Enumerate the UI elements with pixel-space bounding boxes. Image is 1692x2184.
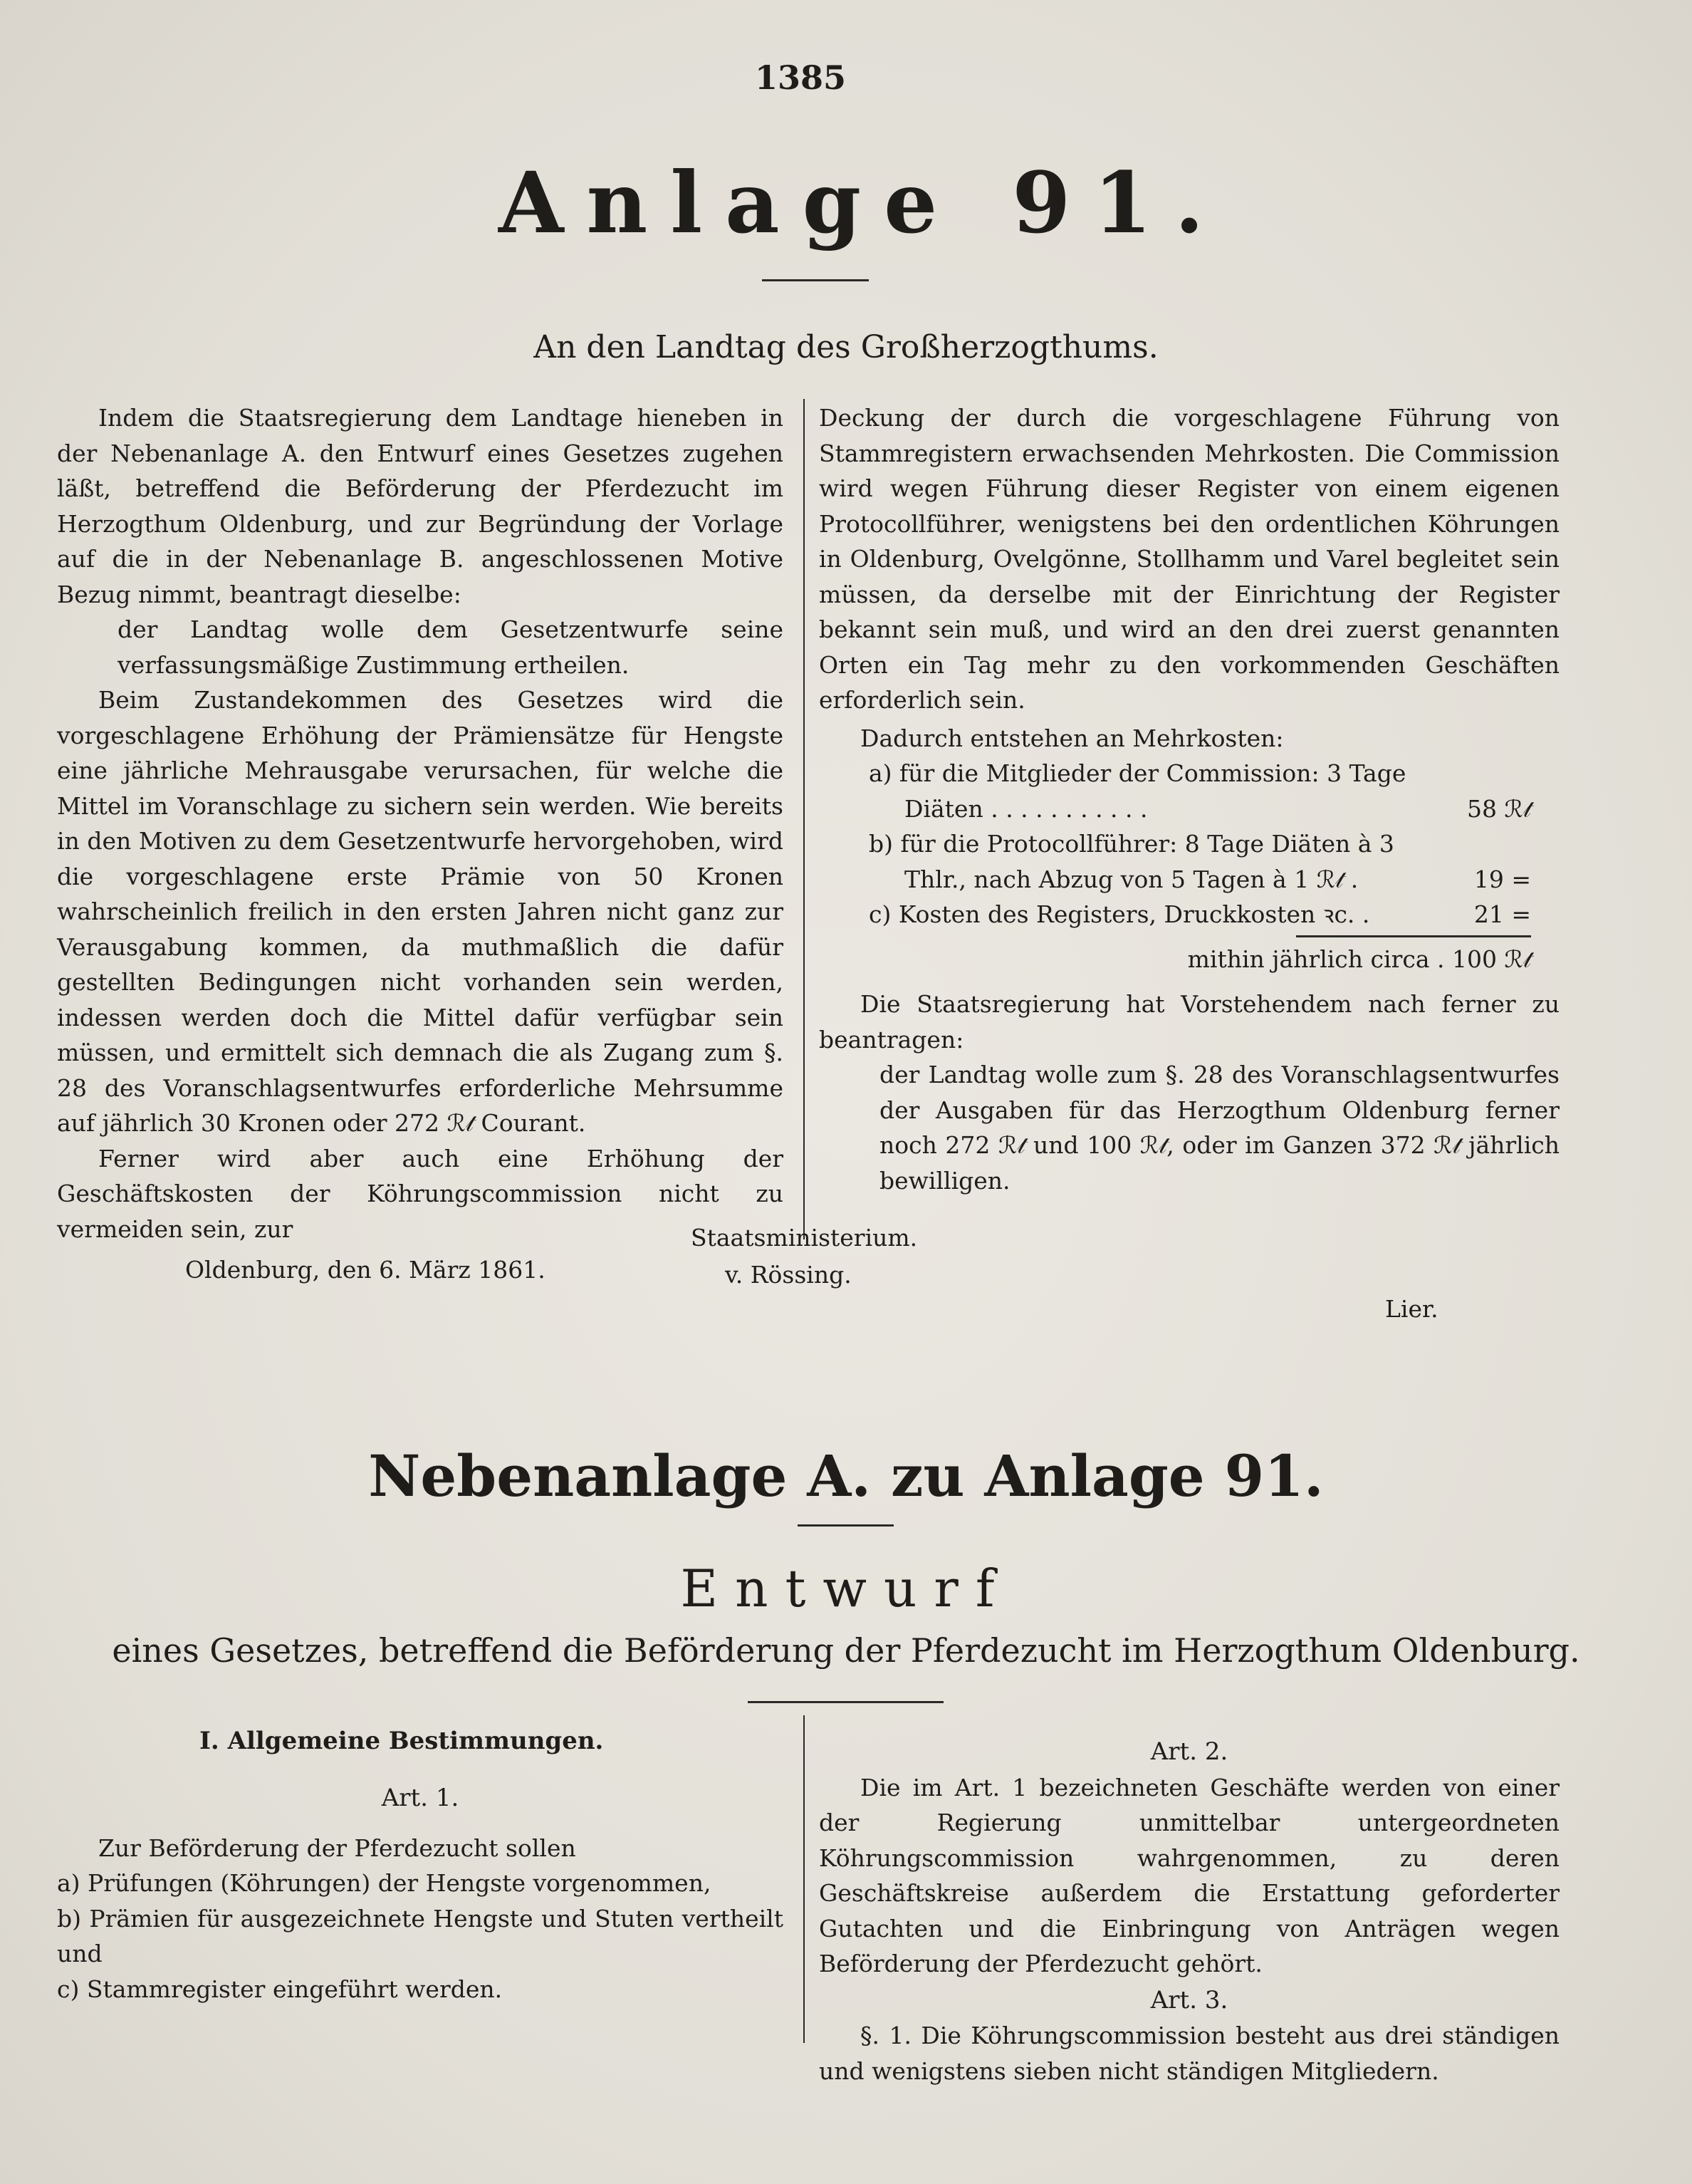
entwurf-title: Entwurf — [680, 1559, 1012, 1618]
art2-heading: Art. 2. — [1150, 1737, 1228, 1766]
art1-heading: Art. 1. — [381, 1784, 459, 1812]
art1-item-c: c) Stammregister eingeführt werden. — [57, 1975, 503, 2003]
art1-list — [57, 1866, 783, 2007]
address-heading: An den Landtag des Großherzogthums. — [533, 329, 1159, 365]
left-column-lower — [57, 1781, 783, 2007]
entwurf-rule — [748, 1701, 944, 1703]
right-intro-paragraph: Deckung der durch die vorgeschlagene Führung von Stammregistern erwachsenden Mehrkosten. Die Commission wird wegen Führung dieser Register von einem eigenen Protocollführer, wenigstens bei den ordentlichen Köhrungen in Oldenburg, Ovelgönne, Stollhamm und Varel begleitet sein müssen, da derselbe mit der Einrichtung der Register bekannt sein muß, und wird an den drei zuerst genannten Orten ein Tag mehr zu den vorkommenden Geschäften erforderlich sein. — [819, 404, 1560, 714]
cost-a-row — [869, 791, 1531, 827]
cost-a-amount: 58 ℛ𝓉 — [1466, 794, 1531, 823]
nebenanlage-title: Nebenanlage A. zu Anlage 91. — [368, 1442, 1324, 1509]
costs-paragraph: Ferner wird aber auch eine Erhöhung der Geschäftskosten der Köhrungscommission nicht zu vermeiden sein, zur — [57, 1144, 783, 1243]
art2-text: Die im Art. 1 bezeichneten Geschäfte werden von einer der Regierung unmittelbar untergeordneten Köhrungscommission wahrgenommen, zu deren Geschäftskreise außerdem die Erstattung geforderter Gutachten und die Einbringung von Anträgen wegen Beförderung der Pferdezucht gehört. — [819, 1773, 1560, 1977]
page-number: 1385 — [755, 58, 847, 97]
cost-b-row — [869, 862, 1531, 898]
document-title: Anlage 91. — [498, 153, 1227, 252]
nebenanlage-rule — [798, 1524, 894, 1527]
signature-body: Staatsministerium. — [691, 1224, 918, 1252]
right-column-lower — [819, 1735, 1560, 2089]
cost-a-label: a) für die Mitglieder der Commission: 3 Tage — [869, 759, 1406, 787]
signature-name-1: v. Rössing. — [725, 1261, 852, 1289]
cost-c-amount: 21 = — [1473, 900, 1531, 928]
column-divider-upper — [803, 399, 805, 1239]
section-heading: I. Allgemeine Bestimmungen. — [199, 1727, 604, 1755]
art3-text: §. 1. Die Köhrungscommission besteht aus drei ständigen und wenigstens sieben nicht ständigen Mitgliedern. — [819, 2022, 1560, 2085]
request-paragraph: Die Staatsregierung hat Vorstehendem nach ferner zu beantragen: — [819, 990, 1560, 1054]
costs-list — [819, 756, 1531, 977]
expense-paragraph: Beim Zustandekommen des Gesetzes wird die vorgeschlagene Erhöhung der Prämiensätze für Hengste eine jährliche Mehrausgabe verursachen, für welche die Mittel im Voranschlage zu sichern sein werden. Wie bereits in den Motiven zu dem Gesetzentwurfe hervorgehoben, wird die vorgeschlagene erste Prämie von 50 Kronen wahrscheinlich freilich in den ersten Jahren nicht ganz zur Verausgabung kommen, da muthmaßlich die dafür gestellten Bedingungen nicht vorhanden sein werden, indessen werden doch die Mittel dafür verfügbar sein müssen, und ermittelt sich demnach die als Zugang zum §. 28 des Voranschlagsentwurfes erforderliche Mehrsumme auf jährlich 30 Kronen oder 272 ℛ𝓉 Courant. — [57, 686, 783, 1137]
left-column-upper — [57, 400, 783, 1288]
art1-item-b: b) Prämien für ausgezeichnete Hengste und Stuten vertheilt und — [57, 1904, 783, 1967]
costs-total: mithin jährlich circa . 100 ℛ𝓉 — [1187, 945, 1531, 973]
place-date: Oldenburg, den 6. März 1861. — [185, 1256, 545, 1284]
cost-b-amount: 19 = — [1473, 865, 1531, 893]
cost-c — [869, 897, 1531, 932]
art1-item-a: a) Prüfungen (Köhrungen) der Hengste vorgenommen, — [57, 1869, 711, 1897]
right-column-upper — [819, 400, 1560, 1198]
intro-paragraph: Indem die Staatsregierung dem Landtage hieneben in der Nebenanlage A. den Entwurf eines Gesetzes zugehen läßt, betreffend die Beförderung der Pferdezucht im Herzogthum Oldenburg, und zur Begründung der Vorlage auf die in der Nebenanlage B. angeschlossenen Motive Bezug nimmt, beantragt dieselbe: — [57, 404, 783, 608]
costs-sum-rule — [1296, 935, 1531, 937]
section-heading-wrap — [199, 1724, 783, 1759]
cost-b-label-2: Thlr., nach Abzug von 5 Tagen à 1 ℛ𝓉 . — [904, 865, 1359, 893]
cost-b — [869, 826, 1531, 897]
motion-paragraph: der Landtag wolle dem Gesetzentwurfe seine verfassungsmäßige Zustimmung ertheilen. — [118, 615, 783, 679]
column-divider-lower — [803, 1715, 805, 2043]
art1-intro: Zur Beförderung der Pferdezucht sollen — [98, 1834, 576, 1862]
entwurf-subtitle: eines Gesetzes, betreffend die Beförderung der Pferdezucht im Herzogthum Oldenburg. — [112, 1631, 1580, 1670]
cost-a-label-2: Diäten . . . . . . . . . . . — [904, 794, 1148, 823]
costs-intro: Dadurch entstehen an Mehrkosten: — [860, 724, 1284, 752]
cost-b-label: b) für die Protocollführer: 8 Tage Diäten à 3 — [869, 830, 1394, 858]
art3-heading: Art. 3. — [1150, 1985, 1228, 2014]
cost-a — [869, 756, 1531, 826]
title-rule — [762, 279, 869, 281]
cost-c-label: c) Kosten des Registers, Druckkosten ꝛc. . — [869, 900, 1370, 928]
right-motion-paragraph: der Landtag wolle zum §. 28 des Voranschlagsentwurfes der Ausgaben für das Herzogthum Oldenburg ferner noch 272 ℛ𝓉 und 100 ℛ𝓉, oder im Ganzen 372 ℛ𝓉 jährlich bewilligen. — [879, 1061, 1560, 1195]
signature-name-2: Lier. — [1385, 1295, 1438, 1323]
